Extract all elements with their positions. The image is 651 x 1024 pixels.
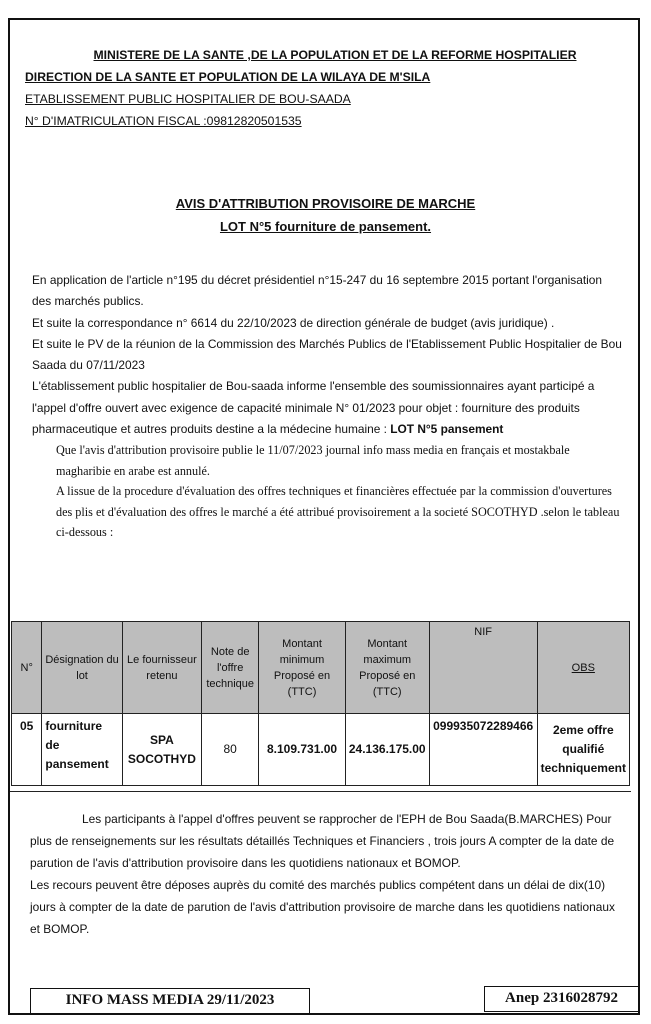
header-obs-label: OBS — [571, 661, 595, 674]
attribution-table — [11, 621, 630, 786]
body-paragraph-2: Et suite la correspondance n° 6614 du 22/10/2023 de direction générale de budget (avis juridique) . — [32, 315, 555, 330]
anep-badge: Anep 2316028792 — [484, 986, 639, 1012]
header-num: N° — [12, 622, 42, 714]
header-obs — [537, 622, 629, 714]
body-paragraph-6: A lissue de la procedure d'évaluation des offres techniques et financières effectuée par la commission d'ouvertures des plis et d'évaluation des offres le marché a été attribué provisoirement a la societé SOCOTHYD .selon le tableau ci-dessous : — [56, 484, 620, 540]
cell-nif: 099935072289466 — [429, 714, 537, 786]
cell-note: 80 — [202, 714, 259, 786]
header-max: Montant maximum Proposé en (TTC) — [345, 622, 429, 714]
header-note: Note de l'offre technique — [202, 622, 259, 714]
header-block — [25, 44, 625, 132]
footer-paragraph-2: Les recours peuvent être déposes auprès du comité des marchés publics compétent dans un délai de dix(10) jours à compter de la date de parution de l'avis d'attribution provisoire de marche dans les quotidiens nationaux et BOMOP. — [30, 878, 615, 936]
direction-line: DIRECTION DE LA SANTE ET POPULATION DE LA WILAYA DE M'SILA — [25, 70, 431, 84]
header-nif: NIF — [429, 622, 537, 714]
cell-min: 8.109.731.00 — [259, 714, 345, 786]
section-divider — [10, 791, 631, 792]
header-designation: Désignation du lot — [42, 622, 122, 714]
table-header-row — [12, 622, 630, 714]
cell-obs: 2eme offre qualifié techniquement — [537, 714, 629, 786]
table-row — [12, 714, 630, 786]
lot-label: LOT N°5 pansement — [390, 422, 504, 437]
body-paragraph-4 — [32, 376, 622, 440]
body-paragraph-4-text: L'établissement public hospitalier de Bou-saada informe l'ensemble des soumissionnaires ayant participé a l'appel d'offre ouvert avec exigence de capacité minimale N° 01/2023 pour objet : fourniture des produits pharmaceutique et autres produits destine a la médecine humaine : — [32, 379, 595, 437]
footer-block — [30, 808, 624, 940]
body-paragraph-3: Et suite le PV de la réunion de la Commission des Marchés Publics de l'Etablissement Public Hospitalier de Bou Saada du 07/11/2023 — [32, 336, 622, 373]
cell-designation: fourniture de pansement — [42, 714, 122, 786]
notice-body — [32, 270, 622, 543]
header-min: Montant minimum Proposé en (TTC) — [259, 622, 345, 714]
footer-paragraph-1: Les participants à l'appel d'offres peuvent se rapprocher de l'EPH de Bou Saada(B.MARCHES) Pour plus de renseignements sur les résultats détaillés Techniques et Financiers , trois jours A compter de la date de parution de l'avis d'attribution provisoire dans les quotidiens nationaux et BOMOP. — [30, 812, 615, 870]
fiscal-number-line: N° D'IMATRICULATION FISCAL :09812820501535 — [25, 114, 302, 128]
cell-fournisseur: SPA SOCOTHYD — [122, 714, 201, 786]
header-fournisseur: Le fournisseur retenu — [122, 622, 201, 714]
cell-max: 24.136.175.00 — [345, 714, 429, 786]
title-line-2: LOT N°5 fourniture de pansement. — [219, 219, 432, 234]
body-paragraph-1: En application de l'article n°195 du décret présidentiel n°15-247 du 16 septembre 2015 portant l'organisation des marchés publics. — [32, 273, 602, 309]
ministry-line: MINISTERE DE LA SANTE ,DE LA POPULATION ET DE LA REFORME HOSPITALIER — [93, 48, 577, 62]
notice-title — [0, 192, 651, 238]
publication-badge: INFO MASS MEDIA 29/11/2023 — [30, 988, 310, 1014]
establishment-line: ETABLISSEMENT PUBLIC HOSPITALIER DE BOU-SAADA — [25, 92, 351, 106]
cell-num: 05 — [12, 714, 42, 786]
title-line-1: AVIS D'ATTRIBUTION PROVISOIRE DE MARCHE — [175, 196, 476, 211]
body-paragraph-5: Que l'avis d'attribution provisoire publie le 11/07/2023 journal info mass media en français et mostakbale magharibie en arabe est annulé. — [56, 443, 570, 478]
